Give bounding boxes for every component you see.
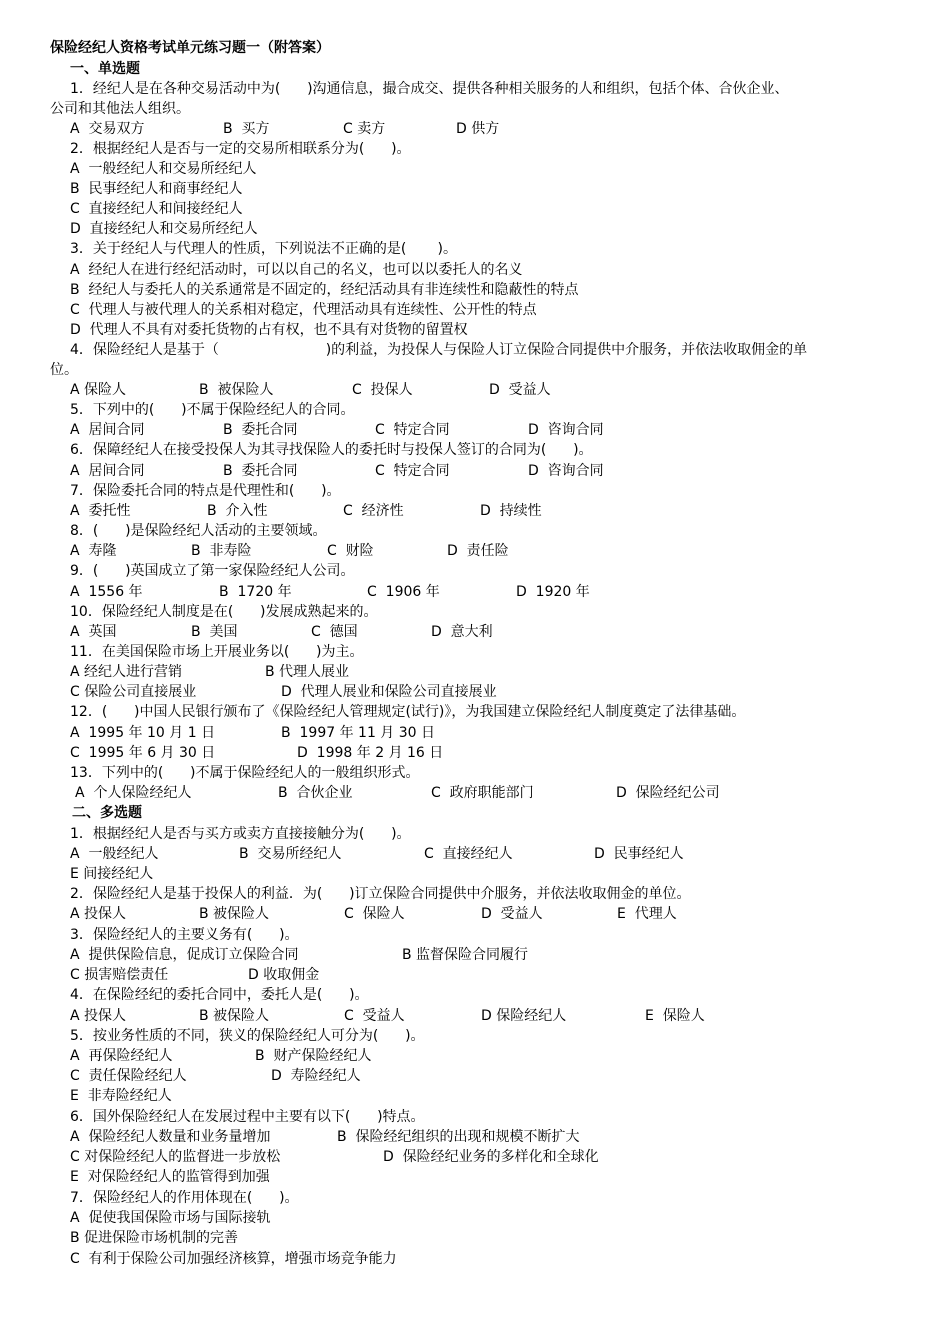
option-a: A 居间合同 xyxy=(70,463,145,479)
option-b: B 委托合同 xyxy=(223,422,298,438)
option-d: D 代理人展业和保险公司直接展业 xyxy=(281,684,497,700)
option-b: B 交易所经纪人 xyxy=(239,846,342,862)
question-stem: 10．保险经纪人制度是在( )发展成熟起来的。 xyxy=(70,604,378,620)
option-c: C 1906 年 xyxy=(367,584,440,600)
option-c: C 直接经纪人和间接经纪人 xyxy=(70,201,243,217)
option-c: C 直接经纪人 xyxy=(424,846,513,862)
option-a: A 经纪人进行营销 xyxy=(70,664,183,680)
option-d: D 1920 年 xyxy=(516,584,590,600)
option-a: A 保险经纪人数量和业务量增加 xyxy=(70,1129,271,1145)
option-a: A 交易双方 xyxy=(70,121,145,137)
question-stem: 1．根据经纪人是否与买方或卖方直接接触分为( )。 xyxy=(70,826,411,842)
option-b: B 保险经纪组织的出现和规模不断扩大 xyxy=(337,1129,580,1145)
question-stem: 4．在保险经纪的委托合同中，委托人是( )。 xyxy=(70,987,369,1003)
option-c: C 德国 xyxy=(311,624,358,640)
option-b: B 监督保险合同履行 xyxy=(402,947,529,963)
option-a: A 提供保险信息，促成订立保险合同 xyxy=(70,947,299,963)
option-c: C 受益人 xyxy=(344,1008,405,1024)
option-b: B 财产保险经纪人 xyxy=(255,1048,372,1064)
option-c: C 损害赔偿责任 xyxy=(70,967,169,983)
option-d: D 保险经纪公司 xyxy=(616,785,720,801)
option-d: D 责任险 xyxy=(447,543,509,559)
option-b: B 促进保险市场机制的完善 xyxy=(70,1230,239,1246)
option-a: A 个人保险经纪人 xyxy=(75,785,192,801)
option-d: D 受益人 xyxy=(481,906,543,922)
option-d: D 保险经纪人 xyxy=(481,1008,567,1024)
option-c: C 特定合同 xyxy=(375,422,450,438)
option-c: C 政府职能部门 xyxy=(431,785,534,801)
option-c: C 经济性 xyxy=(343,503,404,519)
option-c: C 责任保险经纪人 xyxy=(70,1068,187,1084)
option-d: D 寿险经纪人 xyxy=(271,1068,361,1084)
option-b: B 被保险人 xyxy=(199,1008,270,1024)
option-d: D 咨询合同 xyxy=(528,463,604,479)
option-a: A 一般经纪人和交易所经纪人 xyxy=(70,161,257,177)
option-c: C 有利于保险公司加强经济核算，增强市场竞争能力 xyxy=(70,1251,397,1267)
option-a: A 1556 年 xyxy=(70,584,143,600)
question-stem: 8．( )是保险经纪人活动的主要领域。 xyxy=(70,523,327,539)
option-d: D 受益人 xyxy=(489,382,551,398)
option-a: A 投保人 xyxy=(70,906,127,922)
option-a: A 委托性 xyxy=(70,503,131,519)
option-a: A 1995 年 10 月 1 日 xyxy=(70,725,216,741)
option-b: B 代理人展业 xyxy=(265,664,350,680)
option-a: A 投保人 xyxy=(70,1008,127,1024)
section-heading-single-choice: 一、单选题 xyxy=(70,61,140,77)
option-d: D 供方 xyxy=(456,121,500,137)
option-d: D 民事经纪人 xyxy=(594,846,684,862)
question-stem-continued: 公司和其他法人组织。 xyxy=(50,101,190,117)
option-d: D 收取佣金 xyxy=(248,967,320,983)
question-stem: 7．保险委托合同的特点是代理性和( )。 xyxy=(70,483,341,499)
option-b: B 1997 年 11 月 30 日 xyxy=(281,725,436,741)
question-stem: 11．在美国保险市场上开展业务以( )为主。 xyxy=(70,644,364,660)
question-stem: 6．保障经纪人在接受投保人为其寻找保险人的委托时与投保人签订的合同为( )。 xyxy=(70,442,593,458)
option-d: D 持续性 xyxy=(480,503,542,519)
option-b: B 买方 xyxy=(223,121,270,137)
option-a: A 英国 xyxy=(70,624,117,640)
question-stem: 1．经纪人是在各种交易活动中为( )沟通信息，撮合成交、提供各种相关服务的人和组织，包括个体、合伙企业、 xyxy=(70,81,789,97)
option-d: D 意大利 xyxy=(431,624,493,640)
option-d: D 代理人不具有对委托货物的占有权，也不具有对货物的留置权 xyxy=(70,322,468,338)
option-a: A 经纪人在进行经纪活动时，可以以自己的名义，也可以以委托人的名义 xyxy=(70,262,523,278)
option-c: C 1995 年 6 月 30 日 xyxy=(70,745,216,761)
question-stem: 5．下列中的( )不属于保险经纪人的合同。 xyxy=(70,402,355,418)
question-stem: 3．关于经纪人与代理人的性质，下列说法不正确的是( )。 xyxy=(70,241,457,257)
option-b: B 介入性 xyxy=(207,503,268,519)
option-b: B 被保险人 xyxy=(199,382,274,398)
section-heading-multiple-choice: 二、多选题 xyxy=(72,805,142,821)
option-a: A 再保险经纪人 xyxy=(70,1048,173,1064)
question-stem: 6．国外保险经纪人在发展过程中主要有以下( )特点。 xyxy=(70,1109,425,1125)
option-c: C 对保险经纪人的监督进一步放松 xyxy=(70,1149,281,1165)
question-stem: 13．下列中的( )不属于保险经纪人的一般组织形式。 xyxy=(70,765,420,781)
option-c: C 卖方 xyxy=(343,121,386,137)
option-c: C 保险人 xyxy=(344,906,405,922)
option-c: C 投保人 xyxy=(352,382,413,398)
option-e: E 非寿险经纪人 xyxy=(70,1088,172,1104)
option-a: A 一般经纪人 xyxy=(70,846,159,862)
question-stem-continued: 位。 xyxy=(50,362,78,378)
option-c: C 保险公司直接展业 xyxy=(70,684,197,700)
option-d: D 1998 年 2 月 16 日 xyxy=(297,745,444,761)
option-e: E 间接经纪人 xyxy=(70,866,154,882)
question-stem: 12．( )中国人民银行颁布了《保险经纪人管理规定(试行)》，为我国建立保险经纪人制度奠定了法律基础。 xyxy=(70,704,746,720)
option-a: A 居间合同 xyxy=(70,422,145,438)
document-title: 保险经纪人资格考试单元练习题一（附答案） xyxy=(50,40,330,56)
option-c: C 财险 xyxy=(327,543,374,559)
option-e: E 代理人 xyxy=(617,906,677,922)
question-stem: 4．保险经纪人是基于（ )的利益，为投保人与保险人订立保险合同提供中介服务，并依法收取佣金的单 xyxy=(70,342,808,358)
question-stem: 7．保险经纪人的作用体现在( )。 xyxy=(70,1190,299,1206)
option-e: E 保险人 xyxy=(645,1008,705,1024)
option-a: A 促使我国保险市场与国际接轨 xyxy=(70,1210,271,1226)
option-c: C 特定合同 xyxy=(375,463,450,479)
option-a: A 保险人 xyxy=(70,382,127,398)
question-stem: 5．按业务性质的不同，狭义的保险经纪人可分为( )。 xyxy=(70,1028,425,1044)
option-d: D 保险经纪业务的多样化和全球化 xyxy=(383,1149,599,1165)
option-c: C 代理人与被代理人的关系相对稳定，代理活动具有连续性、公开性的特点 xyxy=(70,302,537,318)
option-b: B 非寿险 xyxy=(191,543,252,559)
option-b: B 1720 年 xyxy=(219,584,292,600)
option-b: B 经纪人与委托人的关系通常是不固定的，经纪活动具有非连续性和隐蔽性的特点 xyxy=(70,282,579,298)
option-d: D 直接经纪人和交易所经纪人 xyxy=(70,221,258,237)
option-b: B 合伙企业 xyxy=(278,785,353,801)
option-b: B 民事经纪人和商事经纪人 xyxy=(70,181,243,197)
option-b: B 被保险人 xyxy=(199,906,270,922)
option-b: B 美国 xyxy=(191,624,238,640)
question-stem: 9．( )英国成立了第一家保险经纪人公司。 xyxy=(70,563,355,579)
option-b: B 委托合同 xyxy=(223,463,298,479)
option-a: A 寿隆 xyxy=(70,543,117,559)
option-e: E 对保险经纪人的监管得到加强 xyxy=(70,1169,270,1185)
question-stem: 2．根据经纪人是否与一定的交易所相联系分为( )。 xyxy=(70,141,411,157)
question-stem: 2．保险经纪人是基于投保人的利益．为( )订立保险合同提供中介服务，并依法收取佣金的单位。 xyxy=(70,886,691,902)
question-stem: 3．保险经纪人的主要义务有( )。 xyxy=(70,927,299,943)
option-d: D 咨询合同 xyxy=(528,422,604,438)
